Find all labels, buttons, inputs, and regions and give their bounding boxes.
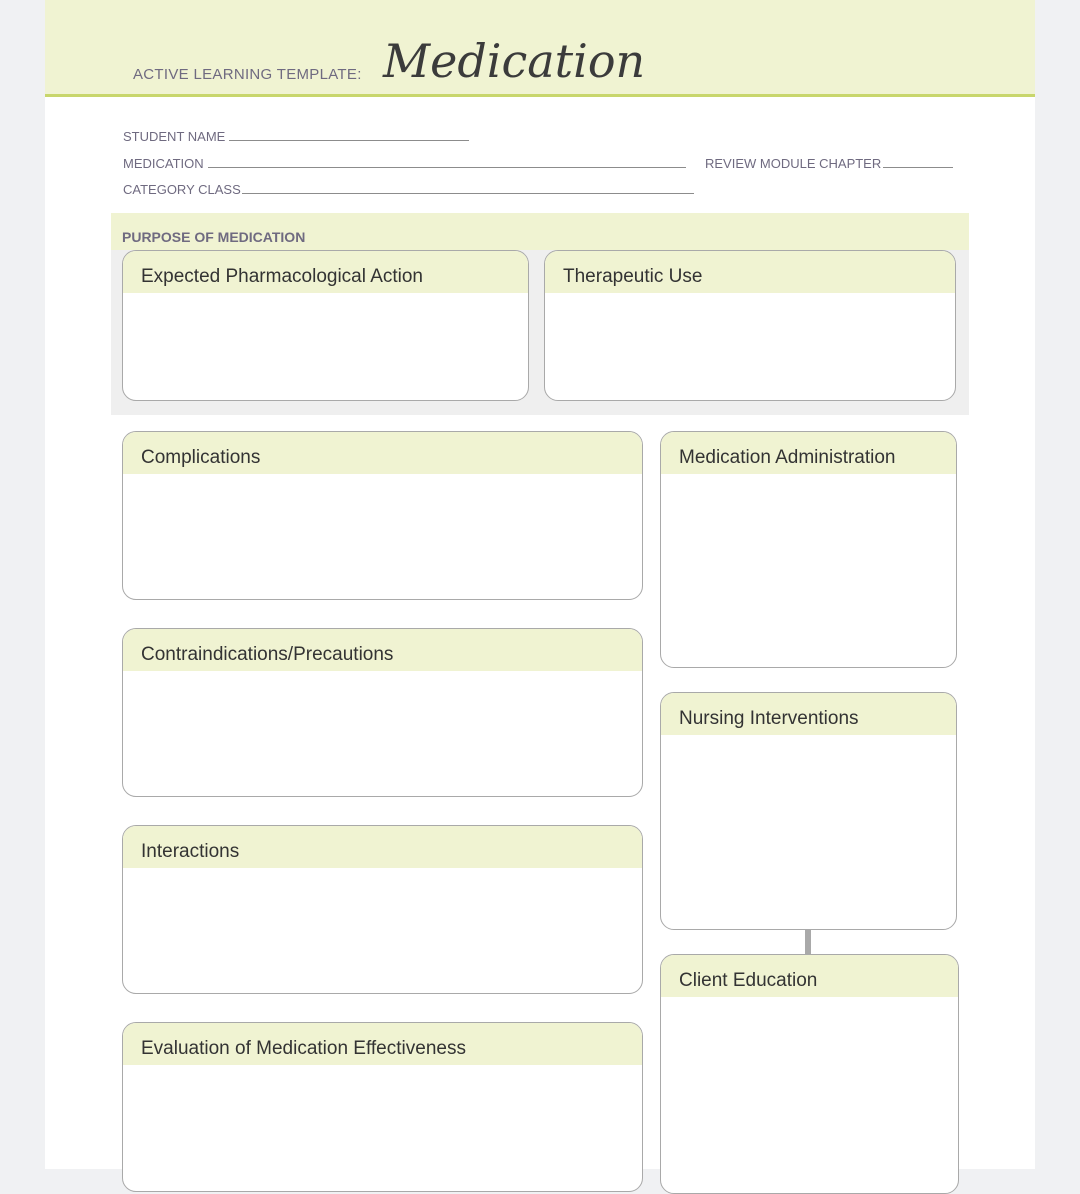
- medication-label: MEDICATION: [123, 156, 204, 171]
- contraindications-precautions-box[interactable]: [122, 628, 643, 797]
- complications-heading: Complications: [123, 432, 642, 474]
- expected-pharmacological-action-box[interactable]: [122, 250, 529, 401]
- interactions-heading: Interactions: [123, 826, 642, 868]
- client-education-box[interactable]: [660, 954, 959, 1194]
- medication-administration-heading: Medication Administration: [661, 432, 956, 474]
- template-header: [45, 0, 1035, 97]
- client-education-heading: Client Education: [661, 955, 958, 997]
- purpose-label: PURPOSE OF MEDICATION: [122, 229, 306, 245]
- purpose-bar: [111, 213, 969, 250]
- student-name-field[interactable]: [123, 129, 469, 144]
- nursing-interventions-heading: Nursing Interventions: [661, 693, 956, 735]
- worksheet-page: [45, 0, 1035, 1169]
- medication-administration-box[interactable]: [660, 431, 957, 668]
- interactions-box[interactable]: [122, 825, 643, 994]
- category-class-field[interactable]: [123, 182, 694, 197]
- purpose-of-medication-section: [111, 213, 969, 415]
- review-module-chapter-line[interactable]: [883, 157, 953, 168]
- category-class-line[interactable]: [242, 183, 694, 194]
- template-label: ACTIVE LEARNING TEMPLATE:: [133, 66, 362, 83]
- contraindications-precautions-heading: Contraindications/Precautions: [123, 629, 642, 671]
- connector-line: [805, 929, 811, 955]
- page-title: Medication: [383, 34, 646, 88]
- medication-field[interactable]: [123, 156, 686, 171]
- evaluation-of-medication-effectiveness-box[interactable]: [122, 1022, 643, 1192]
- student-name-line[interactable]: [229, 130, 469, 141]
- student-name-label: STUDENT NAME: [123, 129, 226, 144]
- medication-line[interactable]: [208, 157, 686, 168]
- review-module-chapter-label: REVIEW MODULE CHAPTER: [705, 156, 882, 171]
- therapeutic-use-box[interactable]: [544, 250, 956, 401]
- expected-pharmacological-action-heading: Expected Pharmacological Action: [123, 251, 528, 293]
- category-class-label: CATEGORY CLASS: [123, 182, 241, 197]
- review-module-chapter-field[interactable]: [705, 156, 953, 171]
- complications-box[interactable]: [122, 431, 643, 600]
- therapeutic-use-heading: Therapeutic Use: [545, 251, 955, 293]
- nursing-interventions-box[interactable]: [660, 692, 957, 930]
- evaluation-of-medication-effectiveness-heading: Evaluation of Medication Effectiveness: [123, 1023, 642, 1065]
